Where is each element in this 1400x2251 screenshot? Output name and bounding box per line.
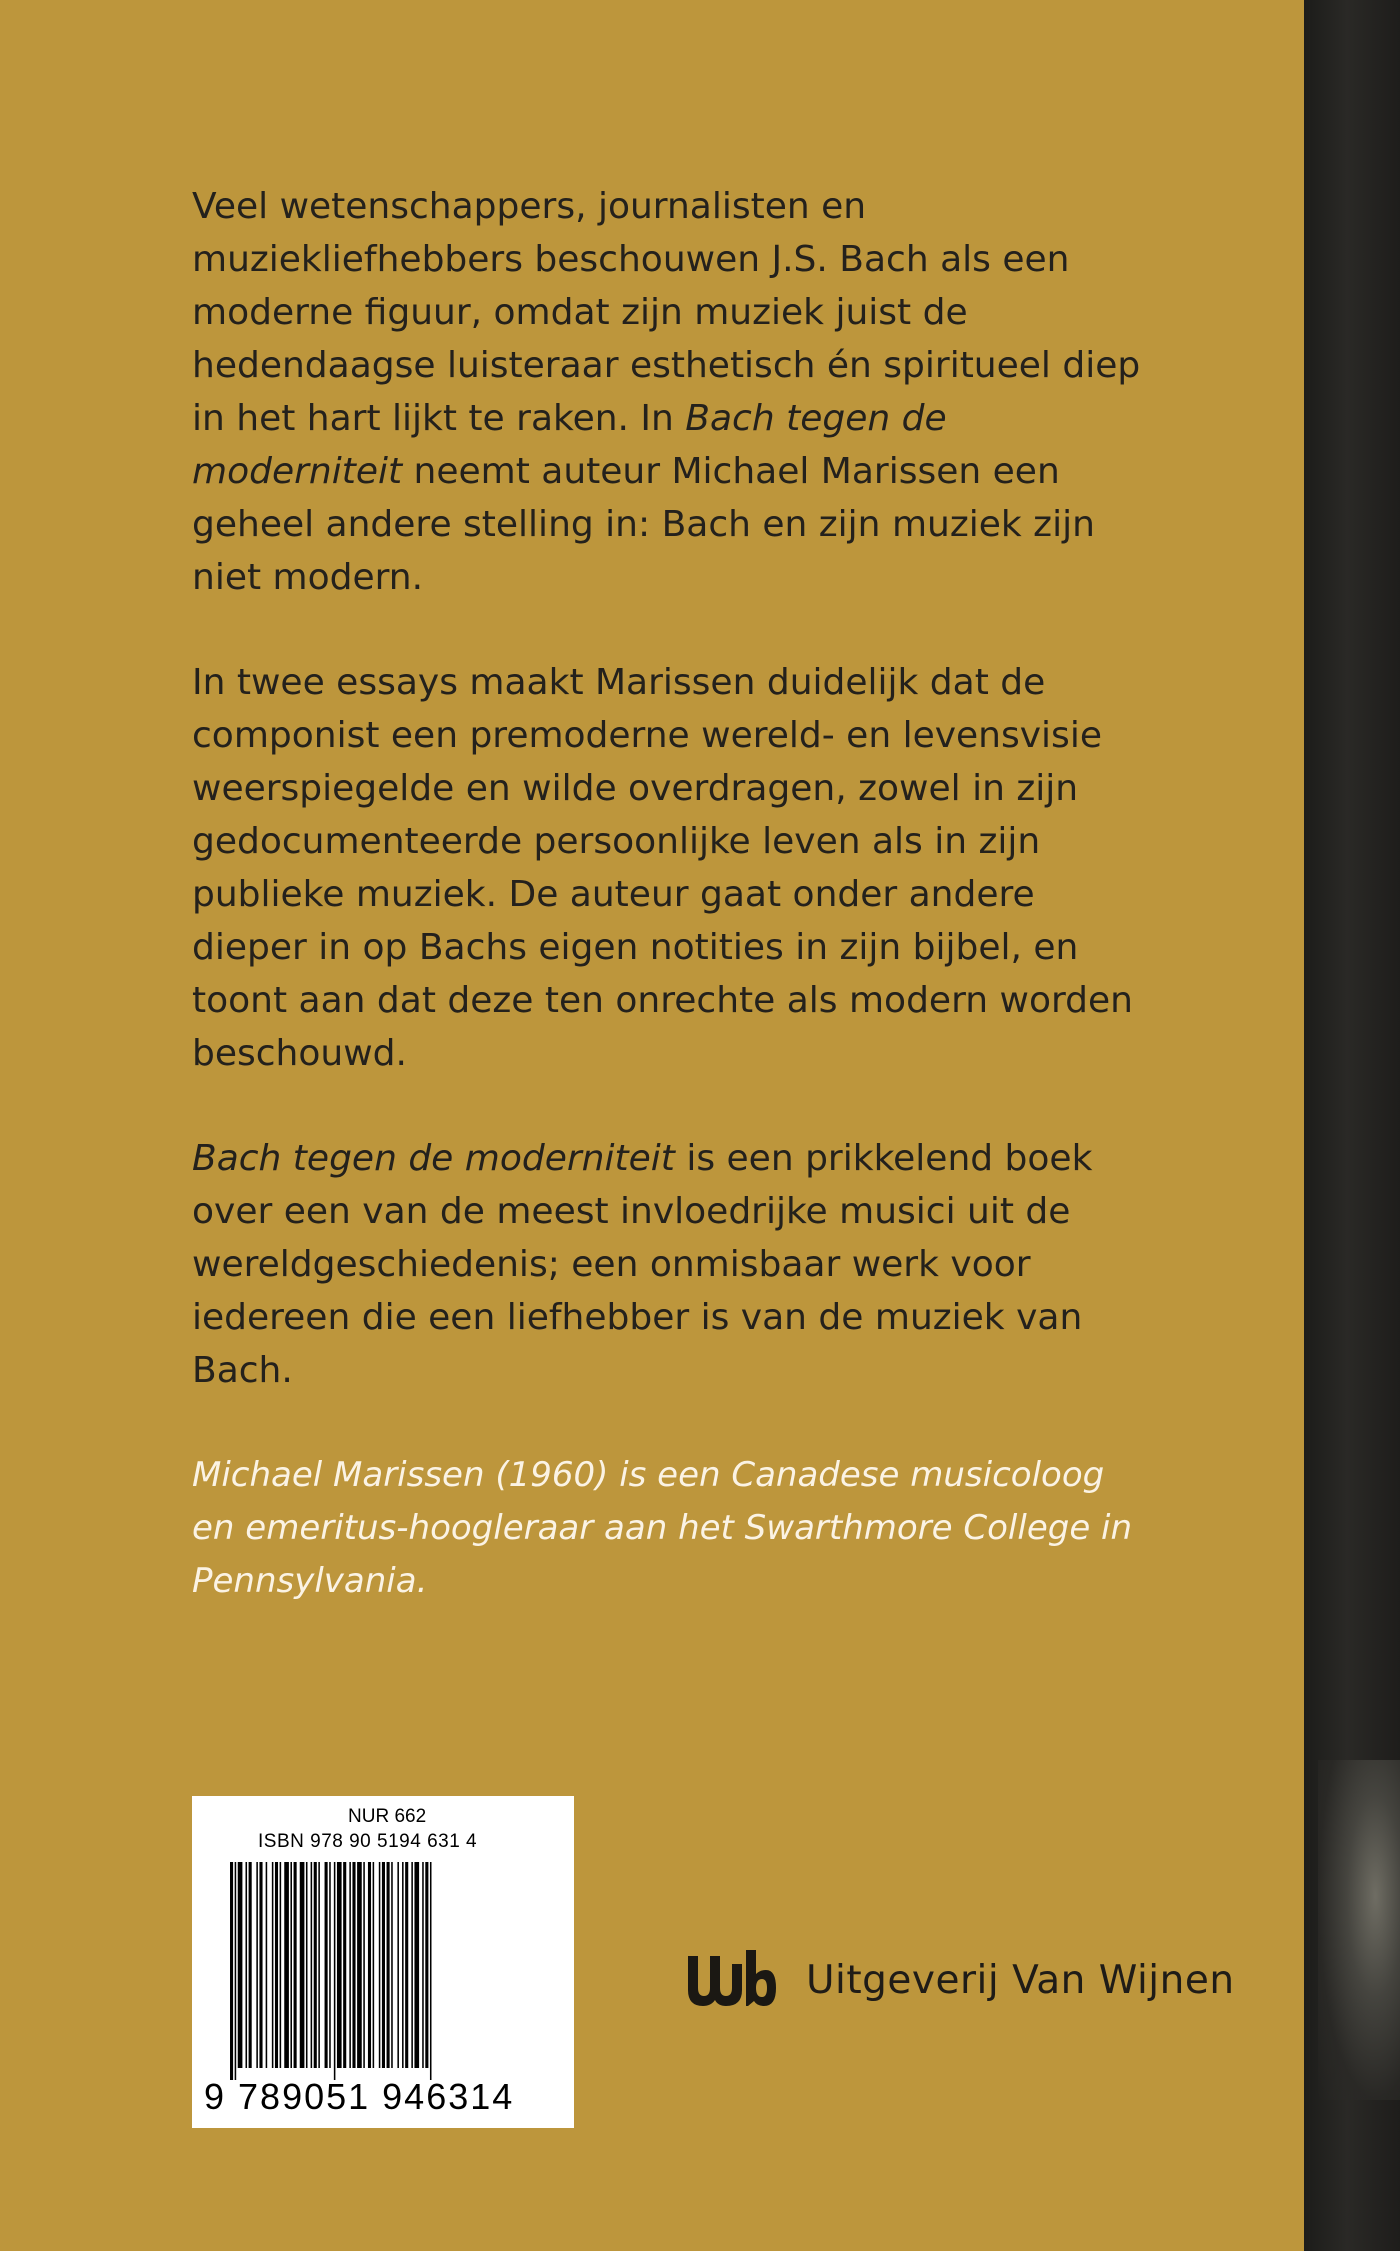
painting-detail <box>1318 1760 1400 2100</box>
barcode-bar <box>334 1862 336 2080</box>
barcode-bar <box>256 1862 258 2068</box>
barcode-bar <box>387 1862 390 2068</box>
barcode-bar <box>284 1862 289 2068</box>
barcode-bar <box>246 1862 248 2068</box>
blurb-paragraph-2: In twee essays maakt Marissen duidelijk dat de componist een premoderne wereld- en levensvisie weerspiegelde en wilde overdragen, zowel in zijn gedocumenteerde persoonlijke leven als in zijn publieke muziek. De auteur gaat onder andere dieper in op Bachs eigen notities in zijn bijbel, en toont aan dat deze ten onrechte als modern worden beschouwd. <box>192 662 1133 1074</box>
barcode-bar <box>422 1862 424 2068</box>
barcode-bar <box>382 1862 385 2068</box>
barcode-bar <box>311 1862 313 2068</box>
barcode-bar <box>352 1862 355 2068</box>
blurb-paragraph-1 <box>192 180 1142 604</box>
publisher-name: Uitgeverij Van Wijnen <box>806 1957 1235 2003</box>
nur-code: NUR 662 <box>348 1806 427 1827</box>
barcode-bar <box>329 1862 331 2068</box>
blurb-text: Veel wetenschappers, journalisten en muziekliefhebbers beschouwen J.S. Bach als een moderne figuur, omdat zijn muziek juist de hedendaagse luisteraar esthetisch én spiritueel diep in het hart lijkt te raken. In <box>192 186 1141 439</box>
barcode-bar <box>306 1862 308 2068</box>
barcode-digits: 9 789051 946314 <box>204 2076 515 2117</box>
barcode-bar <box>402 1862 404 2068</box>
blurb-text: neemt auteur Michael Marissen een geheel andere stelling in: Bach en zijn muziek zijn niet modern. <box>192 451 1095 598</box>
barcode-bar <box>238 1862 243 2068</box>
barcode-bar <box>325 1862 328 2068</box>
book-title-italic: Bach tegen de moderniteit <box>192 1138 675 1179</box>
barcode-bar <box>379 1862 381 2068</box>
barcode-bar <box>266 1862 268 2068</box>
barcode-bar <box>343 1862 346 2068</box>
barcode-bar <box>259 1862 262 2068</box>
barcode-bar <box>318 1862 320 2068</box>
blurb <box>192 180 1142 1608</box>
barcode-bar <box>290 1862 292 2068</box>
barcode-bar <box>294 1862 297 2068</box>
barcode-bar <box>411 1862 413 2068</box>
barcode-bar <box>414 1862 419 2068</box>
barcode-bar <box>357 1862 362 2068</box>
barcode-bar <box>235 1862 237 2080</box>
barcode-bar <box>373 1862 375 2068</box>
barcode-bar <box>314 1862 317 2068</box>
blurb-text: is een prikkelend boek over een van de meest invloedrijke musici uit de wereldgeschiedenis; een onmisbaar werk voor iedereen die een liefhebber is van de muziek van Bach. <box>192 1138 1093 1391</box>
barcode-bar <box>337 1862 342 2068</box>
blurb-paragraph-3 <box>192 1132 1142 1397</box>
barcode-bars <box>230 1862 536 2080</box>
barcode-bar <box>425 1862 428 2068</box>
barcode-bar <box>368 1862 371 2068</box>
barcode-bar <box>249 1862 252 2068</box>
barcode-bar <box>230 1862 233 2080</box>
book-title-italic: Bach tegen de moderniteit <box>192 398 947 492</box>
author-bio: Michael Marissen (1960) is een Canadese musicoloog en emeritus-hoogleraar aan het Swarthmore College in Pennsylvania. <box>192 1455 1133 1601</box>
barcode-bar <box>272 1862 274 2068</box>
barcode-bar <box>405 1862 408 2068</box>
barcode-label <box>192 1796 574 2128</box>
publisher <box>684 1950 1235 2010</box>
barcode-bar <box>349 1862 351 2068</box>
wb-logo-icon <box>684 1950 776 2010</box>
barcode-bar <box>363 1862 365 2068</box>
isbn-number: ISBN 978 90 5194 631 4 <box>258 1831 478 1852</box>
barcode-bar <box>397 1862 399 2068</box>
barcode-bar <box>430 1862 432 2080</box>
barcode-bar <box>391 1862 393 2068</box>
barcode-bar <box>275 1862 278 2068</box>
barcode-bar <box>300 1862 305 2068</box>
barcode-bar <box>280 1862 282 2068</box>
